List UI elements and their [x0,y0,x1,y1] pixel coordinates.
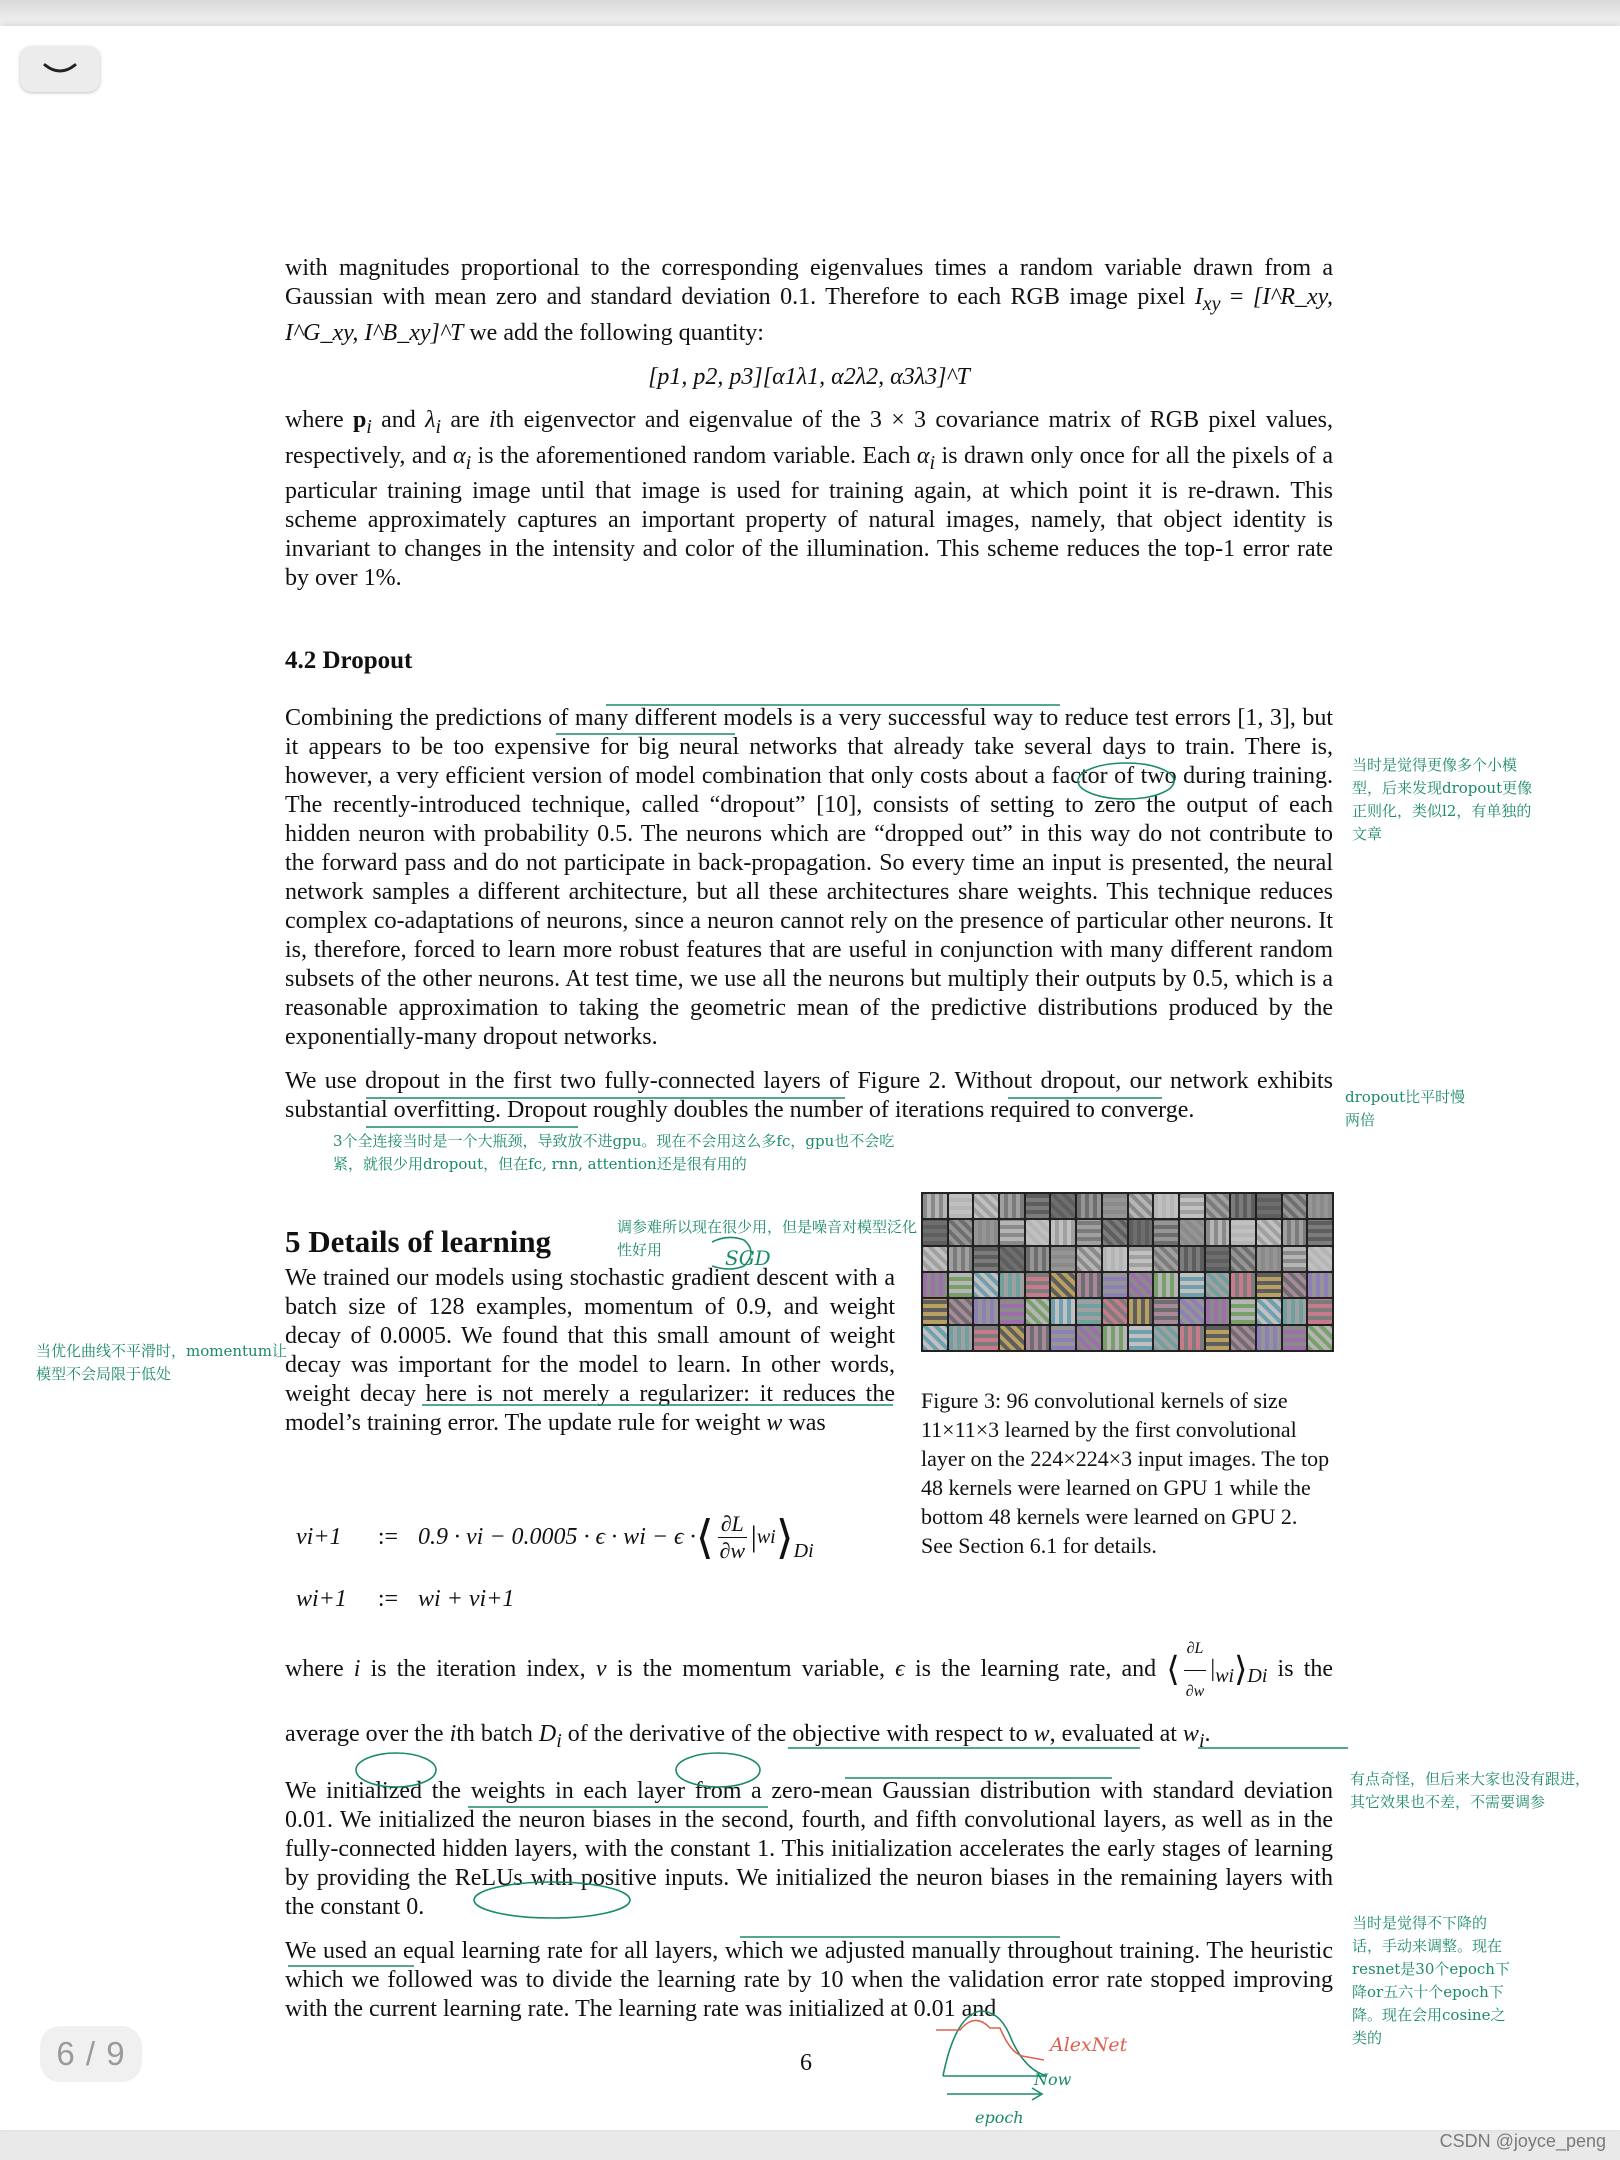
pca-section-text [285,254,1333,608]
kernel-cell [1231,1220,1255,1244]
where-a: where [285,406,353,433]
paragraph-dropout-2: We use dropout in the first two fully-connected layers of Figure 2. Without dropout, our network exhibits substantial overfitting. Dropout roughly doubles the number of iterations required to converge. [285,1068,1333,1123]
kernel-cell [1129,1194,1153,1218]
wi-c: is the momentum variable, [606,1656,896,1683]
kernel-cell [974,1220,998,1244]
kernel-cell [1051,1194,1075,1218]
kernel-cell [1077,1326,1101,1350]
kernel-cell [949,1220,973,1244]
kernel-cell [1180,1273,1204,1297]
weight-symbol: w [766,1410,783,1436]
velocity-lhs: vi+1 [296,1523,342,1550]
page-number: 6 [800,2050,812,2076]
wi-D: D [538,1721,557,1747]
kernel-cell [1257,1247,1281,1271]
note-learning-rate: 当时是觉得不下降的话，手动来调整。现在resnet是30个epoch下降or五六十个epoch下降。现在会用cosine之类的 [1352,1914,1510,2047]
kernel-cell [1103,1220,1127,1244]
kernel-cell [1154,1299,1178,1323]
kernel-cell [1283,1247,1307,1271]
eval-point: wi [756,1525,776,1548]
kernel-cell [1129,1299,1153,1323]
kernel-cell [1283,1273,1307,1297]
where-e: is the aforementioned random variable. Each [471,442,917,469]
kernel-cell [974,1299,998,1323]
wi-a: where [285,1656,354,1683]
kernel-cell [949,1273,973,1297]
update-rule-equation [296,1506,814,1630]
paragraph-where: where $p_i$ and $\lambda_i$ are ith eigenvector and eigenvalue of the 3 × 3 covariance matrix of RGB pixel values, respectively, and $\alpha_i$ is the aforementioned random variable. Each $\alpha_i$ is drawn only once for all the pixels of a particular training image until that image is used for training again, at which point it is re-drawn. This scheme approximately captures an important property of natural images, namely, that object identity is invariant to changes in the intensity and color of the illumination. This scheme reduces the top-1 error rate by over 1%. [285,406,1334,592]
kernel-cell [1103,1194,1127,1218]
pixel-symbol: I [1194,284,1203,310]
kernel-cell [923,1247,947,1271]
kernel-cell [1051,1299,1075,1323]
paragraph-init: We initialized the weights in each layer from a zero-mean Gaussian distribution with standard deviation 0.01. We initialized the neuron biases in the second, fourth, and fifth convolutional layers, as well as in the fully-connected hidden layers, with the constant 1. This initialization accelerates the early stages of learning by providing the ReLUs with positive inputs. We initialized the neuron biases in the remaining layers with the constant 0. [285,1777,1333,1920]
kernel-cell [1000,1194,1024,1218]
kernel-cell [949,1299,973,1323]
kernel-cell [1077,1194,1101,1218]
inline-grad-den: ∂w [1185,1683,1205,1700]
kernel-cell [1026,1326,1050,1350]
kernel-cell [1026,1247,1050,1271]
wi-f: th batch [456,1721,539,1747]
kernel-cell [1154,1273,1178,1297]
kernel-cell [1103,1299,1127,1323]
kernel-cell [1206,1273,1230,1297]
kernel-cell [949,1194,973,1218]
kernel-cell [1206,1194,1230,1218]
note-fully-connected: 3个全连接当时是一个大瓶颈，导致放不进gpu。现在不会用这么多fc，gpu也不会吃紧，就很少用dropout，但在fc, rnn, attention还是很有用的 [333,1132,895,1173]
note-momentum: 当优化曲线不平滑时，momentum让模型不会局限于低处 [36,1342,287,1383]
kernel-cell [1103,1326,1127,1350]
paragraph-intro [285,254,1333,348]
kernel-cell [1051,1220,1075,1244]
wi-end: . [1204,1721,1211,1747]
intro-text: with magnitudes proportional to the corresponding eigenvalues times a random variable drawn from a Gaussian with mean zero and standard deviation 0.1. Therefore to each RGB image pixel [285,255,1333,310]
where-b: and [371,406,426,433]
kernel-cell [949,1247,973,1271]
kernel-cell [1154,1220,1178,1244]
kernel-cell [923,1273,947,1297]
page-indicator[interactable]: 6 / 9 [40,2026,142,2082]
assign-op: := [377,1523,399,1550]
note-sgd-handwritten: SGD [725,1246,771,1270]
assign-op-2: := [377,1585,399,1612]
kernel-cell [1180,1247,1204,1271]
figure-3-caption: Figure 3: 96 convolutional kernels of size 11×11×3 learned by the first convolutional layer on the 224×224×3 input images. The top 48 kernels were learned on GPU 1 while the bottom 48 kernels were learned on GPU 2. See Section 6.1 for details. [921,1388,1330,1558]
pixel-subscript: xy [1202,292,1221,315]
kernel-cell [1206,1326,1230,1350]
learning-paragraph [285,1264,895,1438]
kernel-cell [1129,1247,1153,1271]
sketch-label-now: Now [1034,2070,1072,2089]
kernel-cell [1051,1273,1075,1297]
kernel-cell [1077,1273,1101,1297]
kernel-cell [1180,1194,1204,1218]
kernel-cell [1000,1273,1024,1297]
kernel-grid-image [921,1192,1334,1352]
learning-tail: was [782,1410,826,1436]
kernel-cell [974,1247,998,1271]
kernel-cell [1257,1299,1281,1323]
kernel-cell [1308,1247,1332,1271]
kernel-cell [1000,1326,1024,1350]
kernel-cell [1206,1247,1230,1271]
kernel-cell [1026,1299,1050,1323]
section-heading-details-of-learning: 5 Details of learning [285,1224,552,1259]
kernel-cell [974,1326,998,1350]
gradient-num: ∂L [718,1511,747,1538]
section-heading-dropout: 4.2 Dropout [285,647,413,674]
velocity-update: vi+1 := 0.9 · vi − 0.0005 · ϵ · wi − ϵ · ⟨ $\frac{\partial L}{\partial w}$ | wi ⟩ $_{Di}$ [296,1510,814,1563]
kernel-cell [1206,1220,1230,1244]
weight-rhs: wi + vi+1 [418,1585,515,1612]
pixel-vector: [I^R_xy, I^G_xy, I^B_xy]^T [285,284,1333,346]
wi-b: is the iteration index, [360,1656,596,1683]
gradient-den: ∂w [719,1537,746,1563]
gradient-fraction [718,1511,747,1564]
wi-D-sub: i [556,1729,562,1752]
kernel-cell [974,1194,998,1218]
kernel-cell [1154,1326,1178,1350]
kernel-cell [1180,1220,1204,1244]
kernel-cell [1231,1194,1255,1218]
kernel-cell [1000,1247,1024,1271]
paragraph-where-i: where i is the iteration index, v is the momentum variable, ϵ is the learning rate, and ⟨ $\frac{\partial L}{\partial w}$ $|_{wi}⟩_{Di}$ is the average over the ith batch $D_i$ of the derivative of the objective with respect to w, evaluated at $w_i$. [285,1628,1333,1762]
kernel-cell [923,1299,947,1323]
kernel-cell [1154,1247,1178,1271]
kernel-cell [1154,1194,1178,1218]
inline-eval-point: wi [1215,1664,1235,1687]
kernel-cell [1231,1326,1255,1350]
viewer-top-bar [0,0,1620,26]
kernel-cell [1231,1299,1255,1323]
kernel-cell [1308,1220,1332,1244]
watermark: CSDN @joyce_peng [1439,2131,1606,2151]
kernel-cell [1129,1220,1153,1244]
kernel-cell [1231,1247,1255,1271]
where-c: are [441,406,489,433]
inline-grad-num: ∂L [1184,1628,1207,1671]
wi-i: i [353,1656,361,1683]
inline-batch: Di [1247,1664,1268,1687]
note-initialization: 有点奇怪，但后来大家也没有跟进，其它效果也不差，不需要调参 [1350,1770,1591,1811]
kernel-cell [1308,1194,1332,1218]
chevron-down-icon [42,61,78,77]
equation-pca: [p1, p2, p3][α1λ1, α2λ2, α3λ3]^T [648,363,970,390]
kernel-cell [1026,1220,1050,1244]
wi-e: is the average over the [285,1656,1334,1747]
kernel-cell [1026,1273,1050,1297]
kernel-cell [1000,1220,1024,1244]
note-dropout: 当时是觉得更像多个小模型，后来发现dropout更像正则化，类似l2，有单独的文章 [1352,756,1533,843]
kernel-cell [974,1273,998,1297]
kernel-cell [1129,1273,1153,1297]
wi-h: , evaluated at [1049,1721,1183,1747]
kernel-cell [1103,1247,1127,1271]
kernel-cell [949,1326,973,1350]
kernel-cell [923,1194,947,1218]
velocity-rhs: 0.9 · vi − 0.0005 · ϵ · wi − ϵ · [418,1523,696,1550]
wi-wi: w [1182,1721,1199,1747]
kernel-cell [923,1326,947,1350]
where-d: th eigenvector and eigenvalue of the 3 × 3 covariance matrix of RGB pixel values, respectively, and [285,406,1334,469]
kernel-cell [1257,1220,1281,1244]
kernel-cell [1283,1194,1307,1218]
kernel-cell [1077,1299,1101,1323]
kernel-cell [1051,1247,1075,1271]
sketch-label-epoch: epoch [975,2108,1024,2127]
learning-text: We trained our models using stochastic gradient descent with a batch size of 128 examples, momentum of 0.9, and weight decay of 0.0005. We found that this small amount of weight decay was important for the model to learn. In other words, weight decay here is not merely a regularizer: it reduces the model’s training error. The update rule for weight [285,1265,895,1436]
kernel-cell [1308,1273,1332,1297]
equals-sign: = [1220,284,1253,310]
intro-tail: we add the following quantity: [463,319,764,346]
kernel-cell [1283,1299,1307,1323]
paragraph-dropout-1: Combining the predictions of many different models is a very successful way to reduce test errors [1, 3], but it appears to be too expensive for big neural networks that already take several days to train. There is, however, a very efficient version of model combination that only costs about a factor of two during training. The recently-introduced technique, called “dropout” [10], consists of setting to zero the output of each hidden neuron with probability 0.5. The neurons which are “dropped out” in this way do not contribute to the forward pass and do not participate in back-propagation. So every time an input is presented, the neural network samples a different architecture, but all these architectures share weights. This technique reduces complex co-adaptations of neurons, since a neuron cannot rely on the presence of particular other neurons. It is, therefore, forced to learn more robust features that are useful in conjunction with many different random subsets of the other neurons. At test time, we use all the neurons but multiply their outputs by 0.5, which is a reasonable approximation to taking the geometric mean of the predictive distributions produced by the exponentially-many dropout networks. [285,705,1333,1050]
wi-i2: i [449,1721,457,1747]
note-dropout-slow: dropout比平时慢两倍 [1345,1088,1466,1129]
weight-update [296,1568,814,1630]
kernel-cell [1257,1326,1281,1350]
kernel-cell [1077,1220,1101,1244]
kernel-cell [1180,1299,1204,1323]
kernel-cell [1129,1326,1153,1350]
kernel-cell [1231,1273,1255,1297]
kernel-cell [1308,1299,1332,1323]
wi-w: w [1033,1721,1050,1747]
kernel-cell [1026,1194,1050,1218]
weight-lhs: wi+1 [296,1585,347,1612]
kernel-cell [1257,1273,1281,1297]
kernel-cell [1283,1220,1307,1244]
wi-d: is the learning rate, and [904,1656,1167,1683]
kernel-cell [1000,1299,1024,1323]
wi-eps: ϵ [895,1656,905,1683]
sketch-label-alexnet: AlexNet [1050,2034,1128,2056]
where-f: is drawn only once for all the pixels of a particular training image until that image is used for training again, at which point it is re-drawn. This scheme approximately captures an important property of natural images, namely, that object identity is invariant to changes in the intensity and color of the illumination. This scheme reduces the top-1 error rate by over 1%. [285,442,1333,592]
kernel-cell [1077,1247,1101,1271]
kernel-cell [1180,1326,1204,1350]
paragraph-learning-rate: We used an equal learning rate for all layers, which we adjusted manually throughout training. The heuristic which we followed was to divide the learning rate by 10 when the validation error rate stopped improving with the current learning rate. The learning rate was initialized at 0.01 and [285,1937,1333,2022]
dropout-section-text [285,704,1333,1140]
kernel-cell [1257,1194,1281,1218]
kernel-cell [923,1220,947,1244]
kernel-cell [1103,1273,1127,1297]
learning-details-text [285,1628,1333,2039]
kernel-cell [1283,1326,1307,1350]
wi-g: of the derivative of the objective with respect to [561,1721,1034,1747]
wi-wi-sub: i [1198,1729,1205,1752]
kernel-cell [1051,1326,1075,1350]
kernel-cell [1206,1299,1230,1323]
kernel-cell [1308,1326,1332,1350]
figure-3 [921,1192,1334,1560]
pdf-page [0,26,1620,2130]
wi-v: v [595,1656,607,1683]
batch-subscript: Di [793,1539,814,1562]
collapse-button[interactable] [20,46,100,92]
note-sgd: 调参难所以现在很少用，但是噪音对模型泛化性好用 [617,1218,918,1259]
